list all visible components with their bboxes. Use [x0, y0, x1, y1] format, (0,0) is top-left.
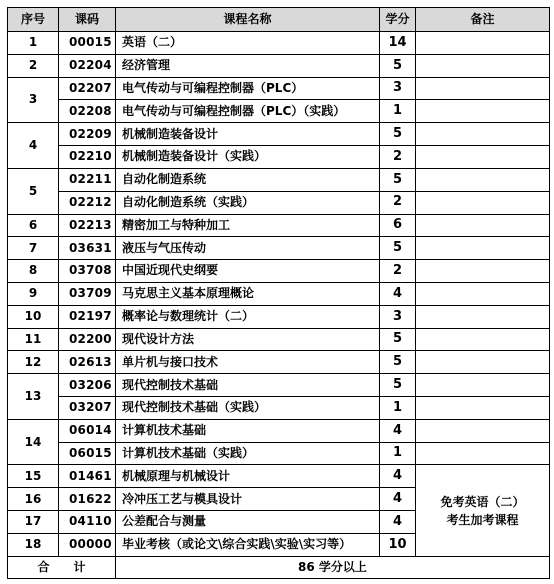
remark-empty-cell — [416, 100, 550, 123]
course-name-cell: 现代控制技术基础（实践） — [116, 397, 380, 420]
remark-line-2: 考生加考课程 — [446, 512, 519, 527]
code-cell: 02212 — [59, 191, 116, 214]
header-credits: 学分 — [380, 8, 416, 32]
course-name-cell: 冷冲压工艺与模具设计 — [116, 488, 380, 511]
remark-empty-cell — [416, 351, 550, 374]
course-name-cell: 计算机技术基础（实践） — [116, 442, 380, 465]
seq-cell: 10 — [8, 305, 59, 328]
total-row — [8, 557, 550, 579]
remark-empty-cell — [416, 397, 550, 420]
credits-cell: 4 — [380, 488, 416, 511]
course-name-cell: 精密加工与特种加工 — [116, 214, 380, 237]
remark-empty-cell — [416, 54, 550, 77]
table-row — [8, 374, 550, 397]
remark-empty-cell — [416, 146, 550, 169]
table-row — [8, 282, 550, 305]
credits-cell: 14 — [380, 32, 416, 55]
code-cell: 03631 — [59, 237, 116, 260]
seq-cell: 4 — [8, 123, 59, 169]
remark-empty-cell — [416, 32, 550, 55]
code-cell: 02211 — [59, 168, 116, 191]
credits-cell: 3 — [380, 77, 416, 100]
credits-cell: 4 — [380, 511, 416, 534]
credits-cell: 5 — [380, 54, 416, 77]
remark-empty-cell — [416, 305, 550, 328]
credits-cell: 2 — [380, 260, 416, 283]
course-table — [7, 7, 550, 579]
code-cell: 03709 — [59, 282, 116, 305]
code-cell: 02207 — [59, 77, 116, 100]
seq-cell: 18 — [8, 533, 59, 556]
course-name-cell: 马克思主义基本原理概论 — [116, 282, 380, 305]
credits-cell: 1 — [380, 442, 416, 465]
course-name-cell: 毕业考核（或论文\综合实践\实验\实习等） — [116, 533, 380, 556]
seq-cell: 11 — [8, 328, 59, 351]
course-body — [8, 32, 550, 557]
credits-cell: 3 — [380, 305, 416, 328]
course-name-cell: 中国近现代史纲要 — [116, 260, 380, 283]
remark-empty-cell — [416, 123, 550, 146]
table-row — [8, 191, 550, 214]
remark-empty-cell — [416, 77, 550, 100]
table-row — [8, 214, 550, 237]
credits-cell: 6 — [380, 214, 416, 237]
remark-empty-cell — [416, 168, 550, 191]
remark-empty-cell — [416, 191, 550, 214]
course-name-cell: 电气传动与可编程控制器（PLC） — [116, 77, 380, 100]
remark-empty-cell — [416, 442, 550, 465]
seq-cell: 8 — [8, 260, 59, 283]
remark-empty-cell — [416, 419, 550, 442]
code-cell: 02209 — [59, 123, 116, 146]
seq-cell: 12 — [8, 351, 59, 374]
total-label-right: 计 — [73, 559, 86, 574]
seq-cell: 1 — [8, 32, 59, 55]
remark-line-1: 免考英语（二） — [440, 494, 525, 509]
code-cell: 01461 — [59, 465, 116, 488]
header-name: 课程名称 — [116, 8, 380, 32]
seq-cell: 7 — [8, 237, 59, 260]
code-cell: 02213 — [59, 214, 116, 237]
code-cell: 02204 — [59, 54, 116, 77]
course-name-cell: 公差配合与测量 — [116, 511, 380, 534]
course-name-cell: 机械制造装备设计（实践） — [116, 146, 380, 169]
seq-cell: 6 — [8, 214, 59, 237]
header-seq: 序号 — [8, 8, 59, 32]
table-row — [8, 54, 550, 77]
credits-cell: 5 — [380, 168, 416, 191]
course-name-cell: 机械制造装备设计 — [116, 123, 380, 146]
table-row — [8, 260, 550, 283]
course-name-cell: 概率论与数理统计（二） — [116, 305, 380, 328]
credits-cell: 4 — [380, 419, 416, 442]
course-name-cell: 英语（二） — [116, 32, 380, 55]
course-name-cell: 计算机技术基础 — [116, 419, 380, 442]
code-cell: 00000 — [59, 533, 116, 556]
code-cell: 01622 — [59, 488, 116, 511]
remark-empty-cell — [416, 237, 550, 260]
credits-cell: 4 — [380, 465, 416, 488]
code-cell: 02210 — [59, 146, 116, 169]
seq-cell: 16 — [8, 488, 59, 511]
course-name-cell: 经济管理 — [116, 54, 380, 77]
table-row — [8, 146, 550, 169]
code-cell: 02200 — [59, 328, 116, 351]
credits-cell: 5 — [380, 123, 416, 146]
course-name-cell: 液压与气压传动 — [116, 237, 380, 260]
credits-cell: 5 — [380, 374, 416, 397]
table-row — [8, 419, 550, 442]
course-name-cell: 单片机与接口技术 — [116, 351, 380, 374]
total-value: 86 学分以上 — [116, 557, 550, 579]
table-row — [8, 305, 550, 328]
table-row — [8, 397, 550, 420]
seq-cell: 17 — [8, 511, 59, 534]
total-label-left: 合 — [37, 559, 50, 574]
table-row — [8, 237, 550, 260]
total-label — [8, 557, 116, 579]
seq-cell: 15 — [8, 465, 59, 488]
credits-cell: 5 — [380, 328, 416, 351]
course-name-cell: 现代控制技术基础 — [116, 374, 380, 397]
table-row — [8, 168, 550, 191]
seq-cell: 2 — [8, 54, 59, 77]
seq-cell: 13 — [8, 374, 59, 420]
header-code: 课码 — [59, 8, 116, 32]
header-row — [8, 8, 550, 32]
remark-cell — [416, 465, 550, 557]
seq-cell: 9 — [8, 282, 59, 305]
code-cell: 06014 — [59, 419, 116, 442]
code-cell: 03206 — [59, 374, 116, 397]
remark-empty-cell — [416, 328, 550, 351]
table-row — [8, 100, 550, 123]
credits-cell: 5 — [380, 351, 416, 374]
remark-empty-cell — [416, 374, 550, 397]
code-cell: 03207 — [59, 397, 116, 420]
credits-cell: 2 — [380, 146, 416, 169]
course-name-cell: 现代设计方法 — [116, 328, 380, 351]
seq-cell: 5 — [8, 168, 59, 214]
credits-cell: 4 — [380, 282, 416, 305]
credits-cell: 1 — [380, 397, 416, 420]
course-name-cell: 电气传动与可编程控制器（PLC）（实践） — [116, 100, 380, 123]
table-row — [8, 123, 550, 146]
seq-cell: 14 — [8, 419, 59, 465]
credits-cell: 10 — [380, 533, 416, 556]
course-name-cell: 机械原理与机械设计 — [116, 465, 380, 488]
course-name-cell: 自动化制造系统 — [116, 168, 380, 191]
code-cell: 02197 — [59, 305, 116, 328]
remark-empty-cell — [416, 282, 550, 305]
code-cell: 03708 — [59, 260, 116, 283]
credits-cell: 5 — [380, 237, 416, 260]
remark-empty-cell — [416, 260, 550, 283]
table-row — [8, 351, 550, 374]
code-cell: 04110 — [59, 511, 116, 534]
remark-empty-cell — [416, 214, 550, 237]
code-cell: 02613 — [59, 351, 116, 374]
table-row — [8, 32, 550, 55]
table-row — [8, 442, 550, 465]
credits-cell: 2 — [380, 191, 416, 214]
table-row — [8, 77, 550, 100]
code-cell: 06015 — [59, 442, 116, 465]
seq-cell: 3 — [8, 77, 59, 123]
credits-cell: 1 — [380, 100, 416, 123]
code-cell: 00015 — [59, 32, 116, 55]
table-row — [8, 328, 550, 351]
course-name-cell: 自动化制造系统（实践） — [116, 191, 380, 214]
table-row — [8, 465, 550, 488]
code-cell: 02208 — [59, 100, 116, 123]
header-remarks: 备注 — [416, 8, 550, 32]
